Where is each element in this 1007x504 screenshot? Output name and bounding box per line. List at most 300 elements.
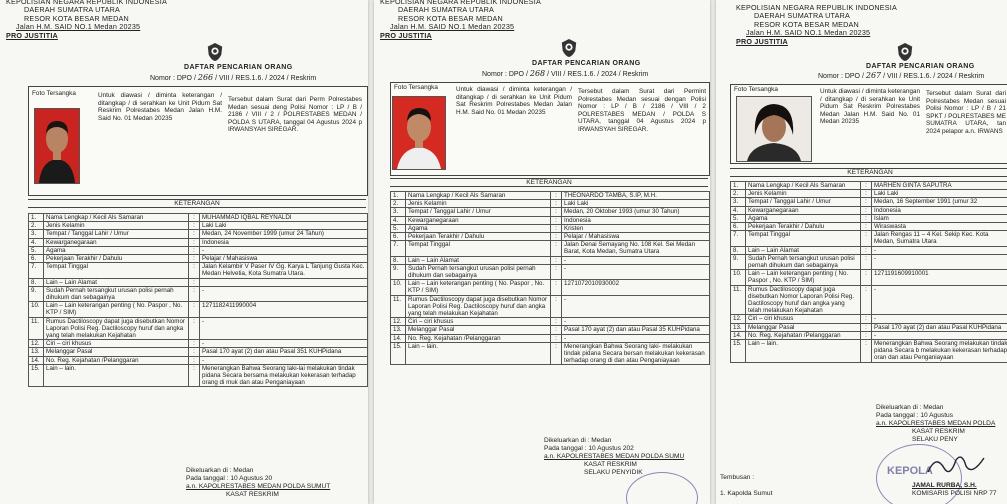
row-number: 1. <box>29 214 44 222</box>
table-row <box>391 256 710 264</box>
row-number: 7. <box>731 231 746 246</box>
row-number: 6. <box>29 255 44 263</box>
table-row <box>29 238 368 246</box>
row-value: 1271182411990004 <box>200 302 368 317</box>
number-handwritten: 267 <box>865 71 882 80</box>
row-label: Sudah Pernah tersangkut urusan polisi pernah dihukum dan sebagainya <box>746 254 861 269</box>
row-value: Laki Laki <box>200 222 368 230</box>
row-value: Wiraswasta <box>872 223 1007 231</box>
issue-block <box>876 404 995 444</box>
row-number: 5. <box>731 214 746 222</box>
row-number: 9. <box>391 264 406 279</box>
row-value: - <box>562 295 710 318</box>
table-row <box>391 280 710 295</box>
row-label: Jenis Kelamin <box>406 200 551 208</box>
row-value: 1271072010930002 <box>562 280 710 295</box>
letterhead-line: Jalan H.M. SAID NO.1 Medan 20235 <box>16 22 141 32</box>
row-value: Indonesia <box>872 206 1007 214</box>
row-label: Agama <box>406 224 551 232</box>
table-row <box>731 270 1007 285</box>
row-label: Lain – Lain Alamat <box>406 256 551 264</box>
row-number: 6. <box>391 233 406 241</box>
row-colon: : <box>861 182 872 190</box>
row-number: 6. <box>731 223 746 231</box>
table-row <box>29 263 368 278</box>
reference-text: Tersebut dalam Surat dari Permint Polrestabes Medan sesuai dengan Polisi Nomor : LP / B / 2186 / VIII / 2 POLRESTABES MEDAN / POLDA S UTARA, tanggal 04 Agustus 2024 p IRWANSYAH SIREGAR. <box>578 88 706 133</box>
handwritten-signature <box>926 450 986 480</box>
signatory-name: JAMAL RURBA, S.H. <box>912 482 977 489</box>
row-value: - <box>562 264 710 279</box>
table-row <box>731 182 1007 190</box>
table-row <box>731 254 1007 269</box>
row-number: 5. <box>391 224 406 232</box>
row-label: Lain – Lain keterangan penting ( No. Paspor , No. KTP / SIM) <box>746 270 861 285</box>
photo-label: Foto Tersangka <box>394 84 438 91</box>
row-value: Jalan Rengas 11 – 4 Kel. Sekip Kec. Kota Medan, Sumatra Utara <box>872 231 1007 246</box>
row-label: Lain – lain. <box>746 340 861 363</box>
table-row <box>29 364 368 387</box>
issuer-title: KASAT RESKRIM <box>226 491 279 498</box>
row-label: No. Reg. Kejahatan /Pelanggaran <box>44 356 189 364</box>
issue-block <box>186 467 330 499</box>
row-value: THEONARDO TAMBA, S.IP, M.H. <box>562 192 710 200</box>
row-value: 1271191609910001 <box>872 270 1007 285</box>
letterhead <box>6 0 167 40</box>
row-value: Medan, 20 Oktober 1993 (umur 30 Tahun) <box>562 208 710 216</box>
row-colon: : <box>551 233 562 241</box>
row-label: Kewarganegaraan <box>746 206 861 214</box>
letterhead-line: RESOR KOTA BESAR MEDAN <box>398 13 503 23</box>
table-row <box>29 302 368 317</box>
row-label: No. Reg. Kejahatan /Pelanggaran <box>746 331 861 339</box>
row-colon: : <box>861 214 872 222</box>
row-colon: : <box>861 231 872 246</box>
row-number: 12. <box>29 340 44 348</box>
row-number: 10. <box>391 280 406 295</box>
row-colon: : <box>551 192 562 200</box>
number-handwritten: 268 <box>529 69 546 78</box>
row-number: 8. <box>29 278 44 286</box>
table-row <box>29 222 368 230</box>
table-row <box>391 216 710 224</box>
row-label: Ciri – ciri khusus <box>746 315 861 323</box>
table-row <box>731 331 1007 339</box>
row-number: 4. <box>29 238 44 246</box>
row-colon: : <box>551 295 562 318</box>
number-prefix: Nomor : DPO / <box>150 75 196 82</box>
row-value: Menerangkan Bahwa Seorang melakukan tindak pidana Secara b melakukan kekerasan terhadap oran dan atau Penganiayaan <box>872 340 1007 363</box>
row-colon: : <box>551 200 562 208</box>
row-value: - <box>200 356 368 364</box>
row-number: 11. <box>29 317 44 340</box>
row-number: 4. <box>391 216 406 224</box>
row-value: MUHAMMAD IQBAL REYNALDI <box>200 214 368 222</box>
issuer-line: a.n. KAPOLRESTABES MEDAN POLDA SUMUT <box>186 483 331 490</box>
document-number <box>818 71 984 80</box>
row-value: - <box>872 246 1007 254</box>
row-colon: : <box>861 223 872 231</box>
letterhead-line: PRO JUSTITIA <box>380 30 432 40</box>
row-colon: : <box>189 356 200 364</box>
row-number: 14. <box>29 356 44 364</box>
row-number: 15. <box>29 364 44 387</box>
section-heading: KETERANGAN <box>390 178 708 187</box>
row-value: Medan, 24 November 1999 (umur 24 Tahun) <box>200 230 368 238</box>
table-row <box>391 326 710 334</box>
row-label: Jenis Kelamin <box>44 222 189 230</box>
dpo-document-2 <box>374 0 710 504</box>
row-colon: : <box>189 222 200 230</box>
row-value <box>200 278 368 286</box>
dpo-document-1 <box>0 0 368 504</box>
table-row <box>29 317 368 340</box>
reference-text: Tersebut dalam Surat dari Perm Polrestabes Medan sesuai deng Polisi Nomor : LP / B / 2186 / VIII / 2 / POLRESTABES MEDAN / POLDA S UTARA, tanggal 04 Agustus 2024 p IRWANSYAH SIREGAR. <box>228 96 362 134</box>
row-label: Ciri – ciri khusus <box>406 318 551 326</box>
table-row <box>731 198 1007 206</box>
issuer-line: a.n. KAPOLRESTABES MEDAN POLDA SUMU <box>544 453 685 460</box>
row-label: Rumus Dactiloscopy dapat juga disebutkan Nomor Laporan Polisi Reg. Dactiloscopy huruf dan angka yang telah melakukan Kejahatan <box>44 317 189 340</box>
row-label: Lain – lain. <box>44 364 189 387</box>
row-value: Jalan Denai Semayang No. 108 Kel. Sei Medan Barat, Kota Medan, Sumatra Utara <box>562 241 710 256</box>
row-label: Melanggar Pasal <box>746 323 861 331</box>
row-number: 14. <box>731 331 746 339</box>
document-title: DAFTAR PENCARIAN ORANG <box>184 64 293 71</box>
photo-label: Foto Tersangka <box>32 90 76 97</box>
issue-place: Dikeluarkan di : Medan <box>876 404 944 411</box>
letterhead-line: KEPOLISIAN NEGARA REPUBLIK INDONESIA <box>6 0 167 6</box>
table-row <box>731 246 1007 254</box>
row-value: Laki Laki <box>872 190 1007 198</box>
row-label: Melanggar Pasal <box>406 326 551 334</box>
issue-date: Pada tanggal : 10 Agustus <box>876 412 953 419</box>
row-value: Laki Laki <box>562 200 710 208</box>
row-number: 13. <box>29 348 44 356</box>
row-label: Pekerjaan Terakhir / Dahulu <box>406 233 551 241</box>
row-number: 12. <box>391 318 406 326</box>
issuer-title: KASAT RESKRIM <box>912 428 965 435</box>
row-label: Nama Lengkap / Kecil Als Samaran <box>44 214 189 222</box>
row-colon: : <box>551 326 562 334</box>
row-number: 13. <box>731 323 746 331</box>
row-label: Melanggar Pasal <box>44 348 189 356</box>
row-value: - <box>872 331 1007 339</box>
details-table <box>730 181 1007 363</box>
row-label: Sudah Pernah tersangkut urusan polisi pernah dihukum dan sebagainya <box>406 264 551 279</box>
row-label: Lain – Lain keterangan penting ( No. Paspor , No. KTP / SIM) <box>406 280 551 295</box>
letterhead <box>736 4 897 46</box>
letterhead-line: PRO JUSTITIA <box>6 30 58 40</box>
instruction-text: Untuk diawasi / diminta keterangan / ditangkap / di serahkan ke Unit Pidum Sat Reskrim Polrestabes Medan Jalan H.M. Said No. 01 Medan 20235 <box>820 88 920 126</box>
issue-date: Pada tanggal : 10 Agustus 20 <box>186 475 273 482</box>
table-row <box>391 200 710 208</box>
stamp-text: KEPOLA <box>887 465 933 477</box>
letterhead-line: RESOR KOTA BESAR MEDAN <box>24 13 129 23</box>
row-label: Rumus Dactiloscopy dapat juga disebutkan Nomor Laporan Polisi Reg. Dactiloscopy huruf dan angka yang telah melakukan Kejahatan <box>746 285 861 315</box>
row-value: Menerangkan Bahwa Seorang laki- melakukan tindak pidana Secara bersan melakukan kekerasan terhadap orang di dan atau Penganiayaan <box>562 342 710 365</box>
row-number: 8. <box>731 246 746 254</box>
row-value: Jalan Kelambir V Paser IV Gg. Karya L Tanjung Gusta Kec. Medan Helvetia, Kota Sumatra Utara. <box>200 263 368 278</box>
row-number: 7. <box>391 241 406 256</box>
row-number: 2. <box>29 222 44 230</box>
row-colon: : <box>861 331 872 339</box>
row-value: - <box>200 246 368 254</box>
issue-place: Dikeluarkan di : Medan <box>186 467 254 474</box>
row-number: 1. <box>731 182 746 190</box>
row-number: 1. <box>391 192 406 200</box>
instruction-text: Untuk diawasi / diminta keterangan / ditangkap / di serahkan ke Unit Pidum Sat Reskrim Polrestabes Medan Jalan H.M. Said No. 01 Medan 20235 <box>456 86 572 116</box>
row-colon: : <box>861 270 872 285</box>
row-colon: : <box>861 340 872 363</box>
row-label: No. Reg. Kejahatan /Pelanggaran <box>406 334 551 342</box>
police-emblem-icon <box>560 38 578 58</box>
row-label: Tempat Tinggal <box>44 263 189 278</box>
row-number: 3. <box>391 208 406 216</box>
row-number: 9. <box>731 254 746 269</box>
row-number: 10. <box>29 302 44 317</box>
row-colon: : <box>861 246 872 254</box>
row-label: Lain – Lain Alamat <box>44 278 189 286</box>
row-number: 15. <box>731 340 746 363</box>
issuer-role: SELAKU PENYIDIK <box>584 469 643 476</box>
row-colon: : <box>189 263 200 278</box>
row-colon: : <box>861 190 872 198</box>
suspect-photo <box>392 96 446 170</box>
number-handwritten: 266 <box>197 73 214 82</box>
row-value: Kristen <box>562 224 710 232</box>
table-row <box>391 192 710 200</box>
row-colon: : <box>189 286 200 301</box>
row-label: Tempat / Tanggal Lahir / Umur <box>746 198 861 206</box>
letterhead-line: DAERAH SUMATRA UTARA <box>398 5 494 15</box>
row-colon: : <box>189 317 200 340</box>
row-number: 8. <box>391 256 406 264</box>
row-colon: : <box>189 348 200 356</box>
row-colon: : <box>861 206 872 214</box>
table-row <box>391 318 710 326</box>
row-label: Sudah Pernah tersangkut urusan polisi pernah dihukum dan sebagainya <box>44 286 189 301</box>
row-number: 11. <box>731 285 746 315</box>
letterhead-line: DAERAH SUMATRA UTARA <box>24 5 120 15</box>
row-number: 11. <box>391 295 406 318</box>
row-colon: : <box>189 238 200 246</box>
row-value: Indonesia <box>200 238 368 246</box>
signatory-block <box>912 482 997 498</box>
number-prefix: Nomor : DPO / <box>482 71 528 78</box>
row-number: 4. <box>731 206 746 214</box>
row-label: Tempat Tinggal <box>746 231 861 246</box>
row-number: 15. <box>391 342 406 365</box>
suspect-photo <box>34 108 80 184</box>
table-row <box>731 223 1007 231</box>
row-number: 9. <box>29 286 44 301</box>
number-prefix: Nomor : DPO / <box>818 73 864 80</box>
row-number: 5. <box>29 246 44 254</box>
row-number: 2. <box>731 190 746 198</box>
letterhead-line: Jalan H.M. SAID NO.1 Medan 20235 <box>746 28 871 38</box>
table-row <box>391 342 710 365</box>
document-number <box>482 69 648 78</box>
row-colon: : <box>189 340 200 348</box>
row-number: 3. <box>29 230 44 238</box>
section-heading: KETERANGAN <box>730 168 1007 177</box>
dpo-document-3 <box>716 0 1007 504</box>
row-colon: : <box>551 224 562 232</box>
issue-date: Pada tanggal : 10 Agustus 202 <box>544 445 634 452</box>
table-row <box>731 315 1007 323</box>
row-colon: : <box>551 318 562 326</box>
issue-block <box>544 437 684 477</box>
table-row <box>29 255 368 263</box>
row-label: Nama Lengkap / Kecil Als Samaran <box>746 182 861 190</box>
table-row <box>731 323 1007 331</box>
signatory-rank: KOMISARIS POLISI NRP 77 <box>912 490 997 497</box>
letterhead-line: RESOR KOTA BESAR MEDAN <box>754 19 859 29</box>
row-value: MARHEN GINTA SAPUTRA <box>872 182 1007 190</box>
table-row <box>731 214 1007 222</box>
row-colon: : <box>551 280 562 295</box>
table-row <box>391 241 710 256</box>
row-value: Pasal 170 ayat (2) dan atau Pasal 351 KUHPidana <box>200 348 368 356</box>
details-table <box>390 191 710 365</box>
row-label: Pekerjaan Terakhir / Dahulu <box>746 223 861 231</box>
issuer-role: SELAKU PENY <box>912 436 958 443</box>
row-value: - <box>200 340 368 348</box>
row-label: Ciri – ciri khusus <box>44 340 189 348</box>
row-label: Lain – Lain keterangan penting ( No. Paspor , No. KTP / SIM) <box>44 302 189 317</box>
table-row <box>391 334 710 342</box>
row-number: 2. <box>391 200 406 208</box>
row-value: - <box>872 315 1007 323</box>
police-emblem-icon <box>896 42 914 62</box>
photo-label: Foto Tersangka <box>734 86 778 93</box>
row-colon: : <box>551 216 562 224</box>
row-number: 12. <box>731 315 746 323</box>
number-suffix: / VIII / RES.1.6. / 2024 / Reskrim <box>883 73 985 80</box>
issue-place: Dikeluarkan di : Medan <box>544 437 612 444</box>
row-colon: : <box>189 214 200 222</box>
row-colon: : <box>861 254 872 269</box>
number-suffix: / VIII / RES.1.6. / 2024 / Reskrim <box>547 71 649 78</box>
row-number: 13. <box>391 326 406 334</box>
number-suffix: / VIII / RES.1.6. / 2024 / Reskrim <box>215 75 317 82</box>
table-row <box>29 214 368 222</box>
row-label: Lain – Lain Alamat <box>746 246 861 254</box>
row-colon: : <box>861 323 872 331</box>
row-label: Agama <box>746 214 861 222</box>
row-colon: : <box>189 364 200 387</box>
row-label: Kewarganegaraan <box>406 216 551 224</box>
table-row <box>391 208 710 216</box>
row-colon: : <box>861 315 872 323</box>
row-value: - <box>200 317 368 340</box>
table-row <box>731 340 1007 363</box>
row-colon: : <box>189 278 200 286</box>
row-label: Agama <box>44 246 189 254</box>
row-value: - <box>562 334 710 342</box>
table-row <box>731 206 1007 214</box>
row-label: Pekerjaan Terakhir / Dahulu <box>44 255 189 263</box>
table-row <box>731 231 1007 246</box>
table-row <box>29 230 368 238</box>
row-colon: : <box>861 198 872 206</box>
letterhead-line: DAERAH SUMATRA UTARA <box>754 11 850 21</box>
row-value: - <box>200 286 368 301</box>
letterhead <box>380 0 541 40</box>
row-value: Medan, 16 September 1991 (umur 32 <box>872 198 1007 206</box>
row-value: Indonesia <box>562 216 710 224</box>
row-label: Tempat / Tanggal Lahir / Umur <box>406 208 551 216</box>
table-row <box>391 295 710 318</box>
row-number: 14. <box>391 334 406 342</box>
row-label: Kewarganegaraan <box>44 238 189 246</box>
row-label: Tempat / Tanggal Lahir / Umur <box>44 230 189 238</box>
row-label: Rumus Dactiloscopy dapat juga disebutkan Nomor Laporan Polisi Reg. Dactiloscopy huruf dan angka yang telah melakukan Kejahatan <box>406 295 551 318</box>
row-label: Jenis Kelamin <box>746 190 861 198</box>
row-number: 3. <box>731 198 746 206</box>
copy-recipient: 1. Kapolda Sumut <box>720 490 773 497</box>
letterhead-line: PRO JUSTITIA <box>736 36 788 46</box>
copy-heading: Tembusan : <box>720 474 755 481</box>
table-row <box>29 286 368 301</box>
letterhead-line: Jalan H.M. SAID NO.1 Medan 20235 <box>390 22 515 32</box>
row-value: Islam <box>872 214 1007 222</box>
row-value: Pelajar / Mahasiswa <box>200 255 368 263</box>
row-colon: : <box>551 264 562 279</box>
table-row <box>29 340 368 348</box>
letterhead-line: KEPOLISIAN NEGARA REPUBLIK INDONESIA <box>380 0 541 6</box>
letterhead-line: KEPOLISIAN NEGARA REPUBLIK INDONESIA <box>736 3 897 12</box>
row-colon: : <box>551 334 562 342</box>
row-value: - <box>872 254 1007 269</box>
row-colon: : <box>189 230 200 238</box>
row-colon: : <box>189 255 200 263</box>
row-label: Tempat Tinggal <box>406 241 551 256</box>
table-row <box>29 246 368 254</box>
row-colon: : <box>551 208 562 216</box>
instruction-text: Untuk diawasi / diminta keterangan / ditangkap / di serahkan ke Unit Pidum Sat Reskrim Polrestabes Medan Jalan H.M. Said No. 01 Medan 20235 <box>98 92 222 122</box>
reference-text: Tersebut dalam Surat dari Polrestabes Medan sesuai Polisi Nomor : LP / B / 21 SPKT / POLRESTABES ME SUMATRA UTARA, tan 2024 pelapor a.n. IRWANS <box>926 90 1006 135</box>
row-colon: : <box>551 256 562 264</box>
row-value: Menerangkan Bahwa Seorang laki-lai melakukan tindak pidana Secara bersama melakukan kekerasan terhadap orang di muk dan atau Penganiayaan <box>200 364 368 387</box>
row-value: Pasal 170 ayat (2) dan atau Pasal 35 KUHPidana <box>562 326 710 334</box>
table-row <box>29 348 368 356</box>
table-row <box>29 278 368 286</box>
row-label: Nama Lengkap / Kecil Als Samaran <box>406 192 551 200</box>
row-value: Pasal 170 ayat (2) dan atau Pasal KUHPidana <box>872 323 1007 331</box>
police-emblem-icon <box>206 42 224 62</box>
section-heading: KETERANGAN <box>28 199 366 208</box>
document-number <box>150 73 316 82</box>
table-row <box>29 356 368 364</box>
details-table <box>28 213 368 387</box>
document-title: DAFTAR PENCARIAN ORANG <box>532 60 641 67</box>
table-row <box>731 190 1007 198</box>
row-colon: : <box>189 246 200 254</box>
table-row <box>391 233 710 241</box>
table-row <box>391 264 710 279</box>
row-colon: : <box>189 302 200 317</box>
row-number: 7. <box>29 263 44 278</box>
copy-block <box>720 474 772 498</box>
row-value: - <box>562 318 710 326</box>
row-value: - <box>562 256 710 264</box>
row-colon: : <box>861 285 872 315</box>
table-row <box>731 285 1007 315</box>
document-title: DAFTAR PENCARIAN ORANG <box>866 63 975 70</box>
table-row <box>391 224 710 232</box>
row-value: - <box>872 285 1007 315</box>
row-colon: : <box>551 241 562 256</box>
